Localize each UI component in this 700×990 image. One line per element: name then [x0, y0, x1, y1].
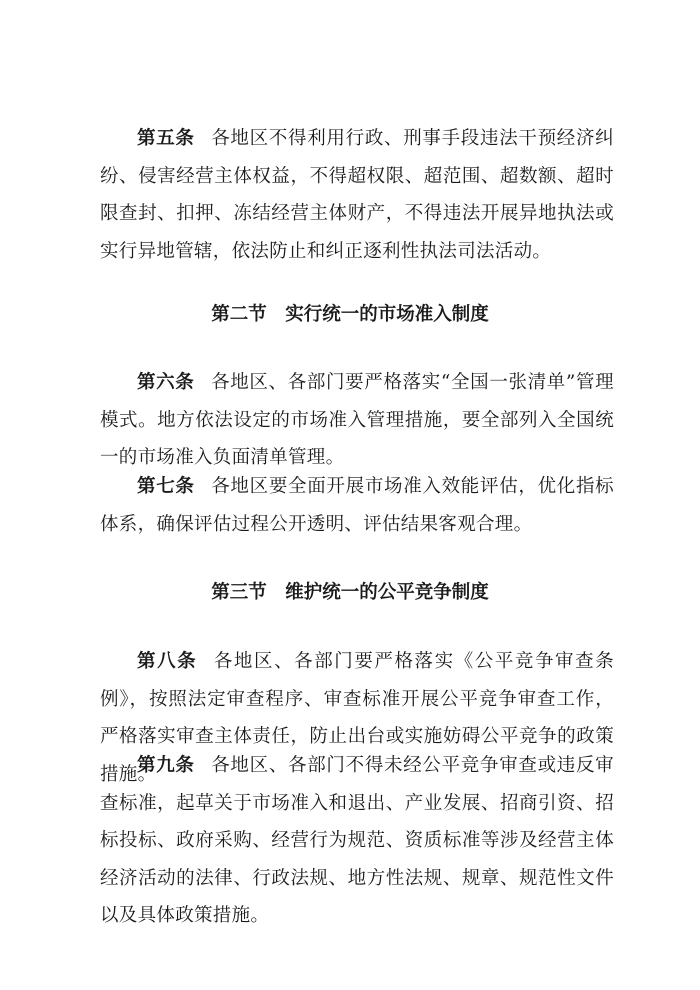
article-6-text: 各地区、各部门要严格落实“全国一张清单”管理模式。地方依法设定的市场准入管理措施，要全部列入全国统一的市场准入负面清单管理。 [100, 372, 614, 468]
article-9 [100, 747, 614, 935]
article-6-label: 第六条 [137, 372, 195, 393]
section-2-title: 实行统一的市场准入制度 [285, 304, 489, 325]
section-3-label: 第三节 [211, 582, 267, 603]
section-2-label: 第二节 [211, 304, 267, 325]
article-9-label: 第九条 [137, 755, 195, 776]
article-7 [100, 468, 614, 543]
article-6 [100, 364, 614, 477]
article-5 [100, 120, 614, 270]
article-5-text: 各地区不得利用行政、刑事手段违法干预经济纠纷、侵害经营主体权益，不得超权限、超范围、超数额、超时限查封、扣押、冻结经营主体财产，不得违法开展异地执法或实行异地管辖，依法防止和纠正逐利性执法司法活动。 [100, 128, 614, 262]
article-9-text: 各地区、各部门不得未经公平竞争审查或违反审查标准，起草关于市场准入和退出、产业发展、招商引资、招标投标、政府采购、经营行为规范、资质标准等涉及经营主体经济活动的法律、行政法规、地方性法规、规章、规范性文件以及具体政策措施。 [100, 755, 614, 926]
article-5-label: 第五条 [137, 128, 195, 149]
section-3-heading [0, 578, 700, 604]
article-7-label: 第七条 [137, 476, 195, 497]
section-2-heading [0, 300, 700, 326]
article-8-text: 各地区、各部门要严格落实《公平竞争审查条例》，按照法定审查程序、审查标准开展公平竞争审查工作，严格落实审查主体责任，防止出台或实施妨碍公平竞争的政策措施。 [100, 651, 614, 785]
article-7-text: 各地区要全面开展市场准入效能评估，优化指标体系，确保评估过程公开透明、评估结果客观合理。 [100, 476, 614, 535]
section-3-title: 维护统一的公平竞争制度 [285, 582, 489, 603]
article-8-label: 第八条 [137, 651, 198, 672]
